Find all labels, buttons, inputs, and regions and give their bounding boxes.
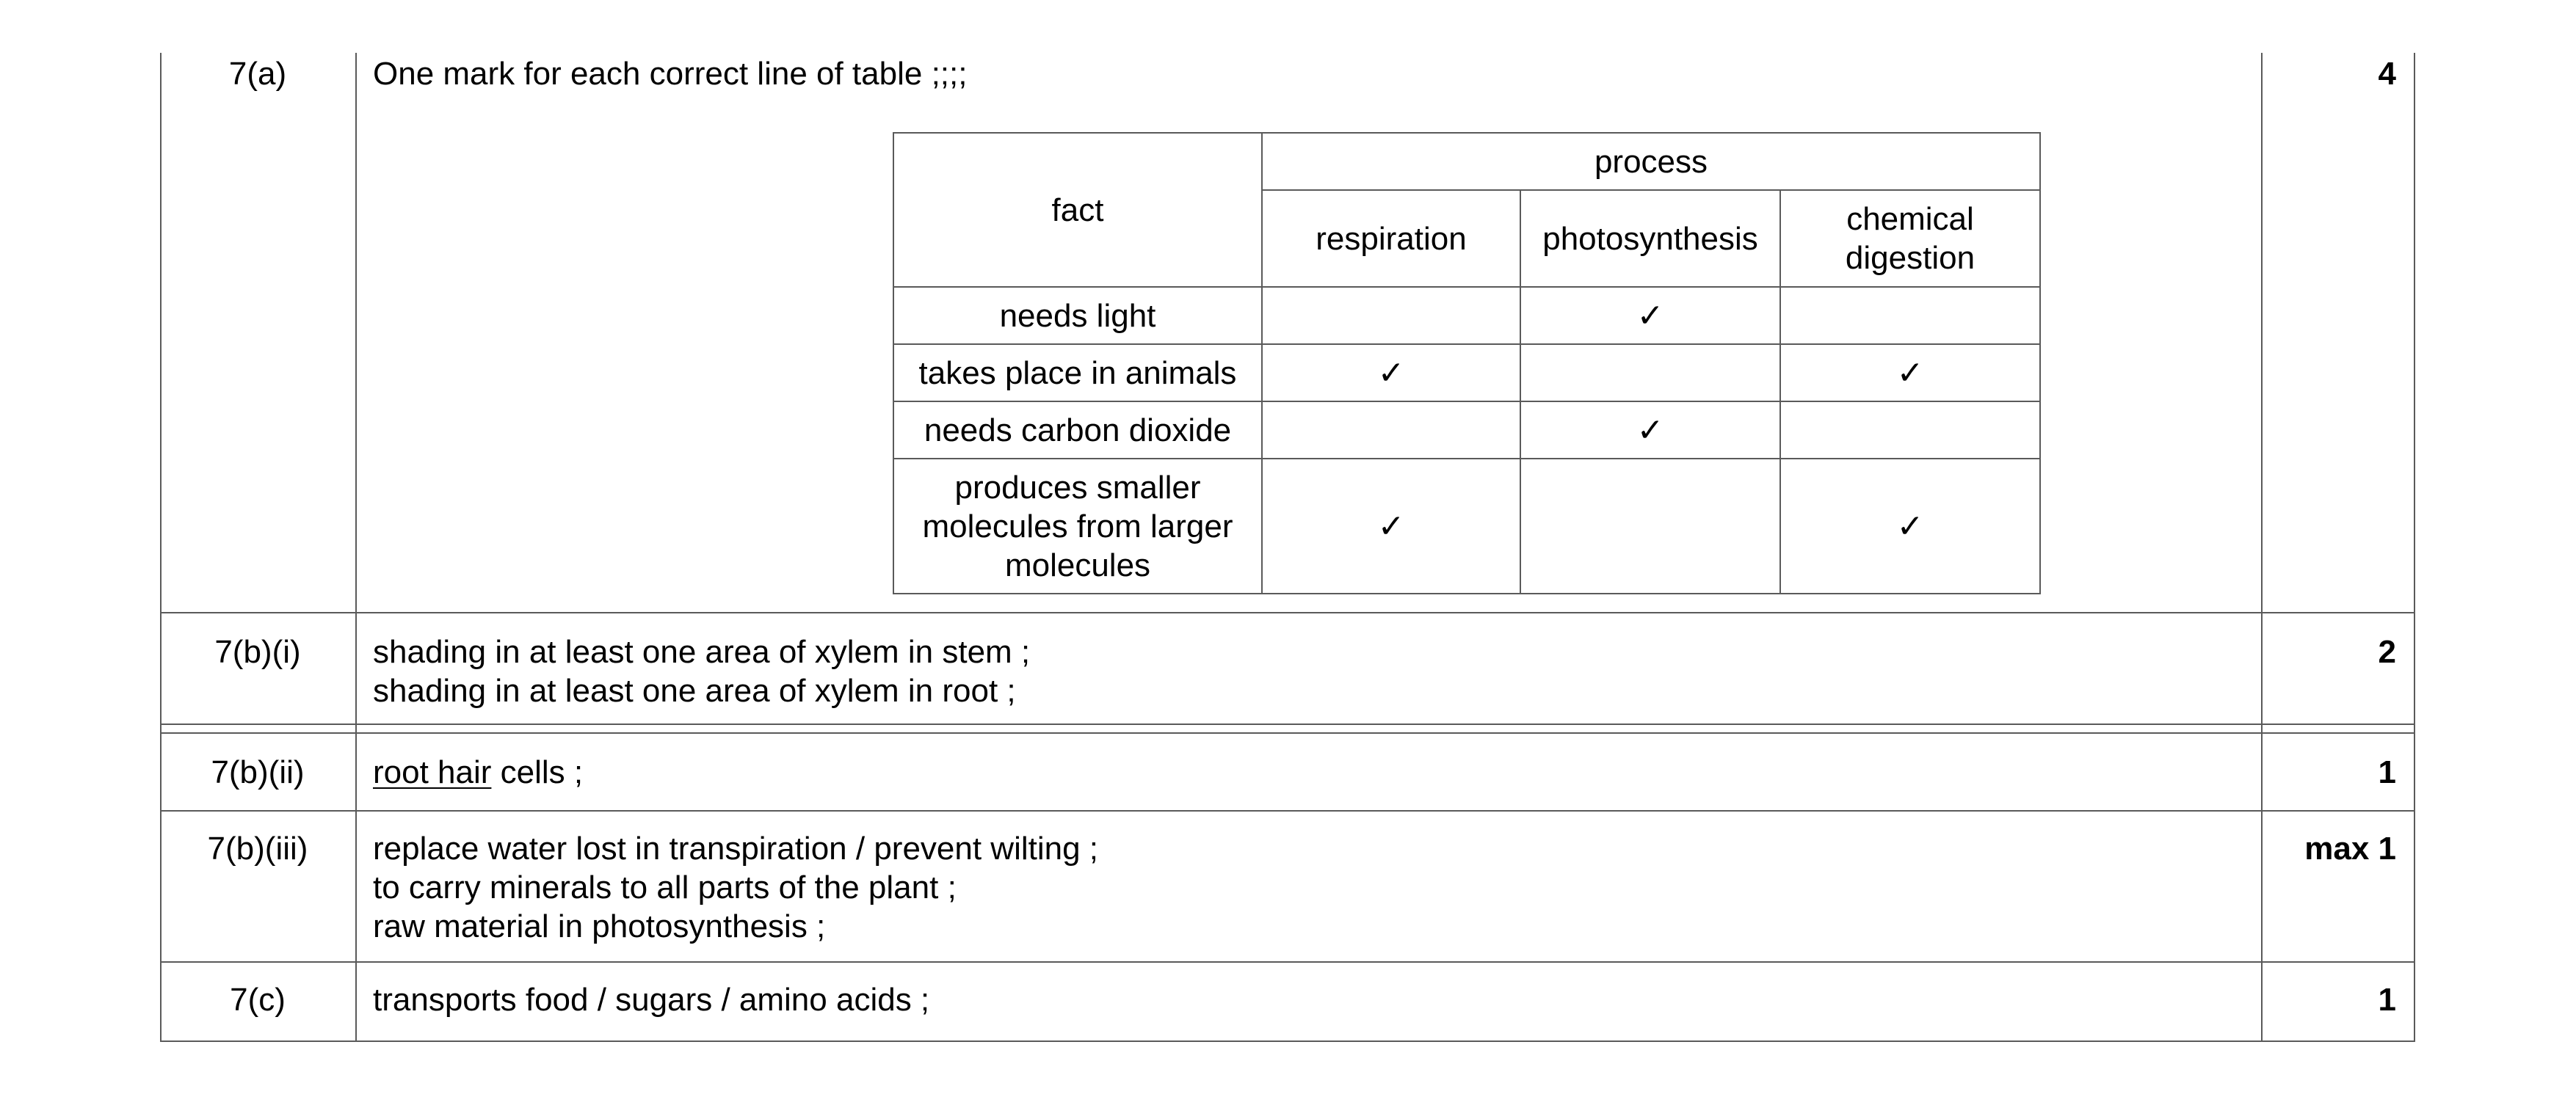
tick-mark-icon: ✓ [1262, 459, 1520, 594]
tick-mark-icon: ✓ [1780, 344, 2040, 401]
table-border-right [2414, 53, 2415, 1042]
table-border-bottom [160, 1040, 2415, 1042]
marks-value: 2 [2378, 634, 2396, 670]
answer-line: transports food / sugars / amino acids ; [373, 982, 930, 1018]
column-header-chemical-digestion: chemical digestion [1780, 190, 2040, 287]
column-header-respiration: respiration [1262, 190, 1520, 287]
column-divider-question [355, 53, 357, 1042]
answer-text [373, 753, 583, 792]
question-number: 7(c) [230, 982, 286, 1018]
row-divider [160, 732, 2415, 734]
tick-cell [1520, 344, 1780, 401]
process-fact-table [893, 132, 2041, 594]
mark-scheme-table [160, 53, 2415, 1042]
question-number: 7(b)(i) [214, 634, 301, 670]
tick-cell [1262, 287, 1520, 344]
answer-line: replace water lost in transpiration / prevent wilting ; [373, 831, 1099, 867]
tick-cell [1780, 401, 2040, 459]
tick-cell [1780, 287, 2040, 344]
tick-cell [1262, 401, 1520, 459]
question-number: 7(a) [228, 56, 287, 92]
column-divider-marks [2261, 53, 2263, 1042]
answer-text [373, 829, 1098, 946]
marks-value: 4 [2378, 56, 2396, 92]
row-divider [160, 612, 2415, 613]
fact-cell: takes place in animals [893, 344, 1262, 401]
tick-mark-icon: ✓ [1520, 401, 1780, 459]
answer-line: shading in at least one area of xylem in stem ; [373, 634, 1031, 670]
answer-text [373, 980, 929, 1019]
fact-cell: needs carbon dioxide [893, 401, 1262, 459]
answer-text [373, 633, 1030, 710]
row-divider [160, 961, 2415, 963]
answer-line [373, 753, 583, 792]
underlined-term: root hair [373, 754, 492, 790]
question-number: 7(b)(ii) [211, 754, 305, 790]
answer-line: shading in at least one area of xylem in root ; [373, 673, 1016, 709]
process-header: process [1262, 133, 2040, 190]
row-divider [160, 810, 2415, 812]
fact-header: fact [893, 133, 1262, 287]
tick-cell [1520, 459, 1780, 594]
tick-mark-icon: ✓ [1520, 287, 1780, 344]
marks-value: 1 [2378, 982, 2396, 1018]
row-divider [160, 724, 2415, 725]
fact-cell: produces smaller molecules from larger molecules [893, 459, 1262, 594]
answer-line: to carry minerals to all parts of the plant ; [373, 870, 957, 905]
marks-value: max 1 [2304, 831, 2396, 867]
tick-mark-icon: ✓ [1780, 459, 2040, 594]
answer-text [373, 54, 967, 93]
column-header-photosynthesis: photosynthesis [1520, 190, 1780, 287]
question-number: 7(b)(iii) [207, 831, 308, 867]
table-border-left [160, 53, 162, 1042]
fact-cell: needs light [893, 287, 1262, 344]
answer-line-rest: cells ; [491, 754, 584, 790]
marks-value: 1 [2378, 754, 2396, 790]
tick-mark-icon: ✓ [1262, 344, 1520, 401]
answer-line: One mark for each correct line of table ;;;; [373, 56, 968, 92]
answer-line: raw material in photosynthesis ; [373, 908, 826, 944]
